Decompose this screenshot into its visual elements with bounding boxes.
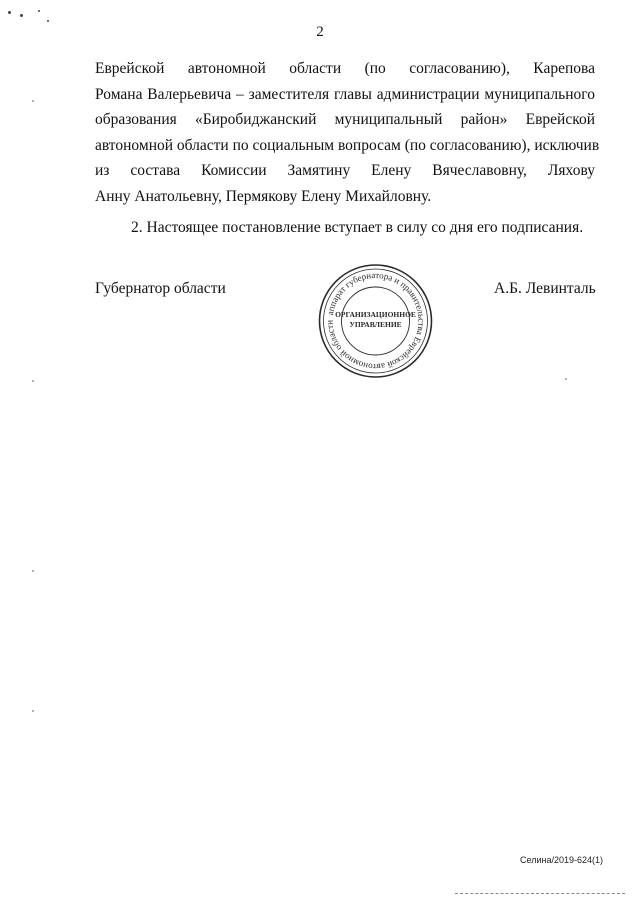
paragraph-1-line-6: Анну Анатольевну, Пермякову Елену Михайловну. <box>95 187 432 205</box>
stamp-ring-text: аппарат губернатора и правительства Еврейской автономной области <box>324 269 427 373</box>
page-number: 2 <box>316 24 324 40</box>
scan-artifact <box>32 380 34 382</box>
scan-artifact <box>32 710 34 712</box>
footer-scan-line <box>455 893 625 894</box>
document-reference-code: Селина/2019-624(1) <box>520 855 603 865</box>
scan-artifact <box>47 20 49 22</box>
paragraph-1 <box>95 56 600 209</box>
official-stamp <box>313 262 438 380</box>
paragraph-1-line-2: Романа Валерьевича – заместителя главы администрации муниципального <box>95 85 595 103</box>
scan-artifact <box>32 100 34 102</box>
paragraph-1-line-1: Еврейской автономной области (по согласованию), Карепова <box>95 60 595 77</box>
paragraph-2: 2. Настоящее постановление вступает в силу со дня его подписания. <box>131 219 584 236</box>
scan-artifact <box>20 14 23 17</box>
paragraph-1-line-3: образования «Биробиджанский муниципальный район» Еврейской <box>95 111 595 128</box>
scan-artifact <box>8 11 11 14</box>
signatory-position: Губернатор области <box>95 280 226 297</box>
scan-artifact <box>32 570 34 572</box>
signatory-name: А.Б. Левинталь <box>494 280 596 297</box>
stamp-center-line-1: ОРГАНИЗАЦИОННОЕ <box>335 310 416 319</box>
scan-artifact <box>38 10 40 12</box>
paragraph-1-line-5: из состава Комиссии Замятину Елену Вячеславовну, Ляхову <box>95 162 595 179</box>
paragraph-1-line-4: автономной области по социальным вопросам (по согласованию), исключив <box>95 136 600 154</box>
stamp-center-line-2: УПРАВЛЕНИЕ <box>349 320 402 329</box>
document-body <box>95 56 600 241</box>
scan-artifact <box>565 378 567 380</box>
stamp-graphic <box>313 262 438 380</box>
